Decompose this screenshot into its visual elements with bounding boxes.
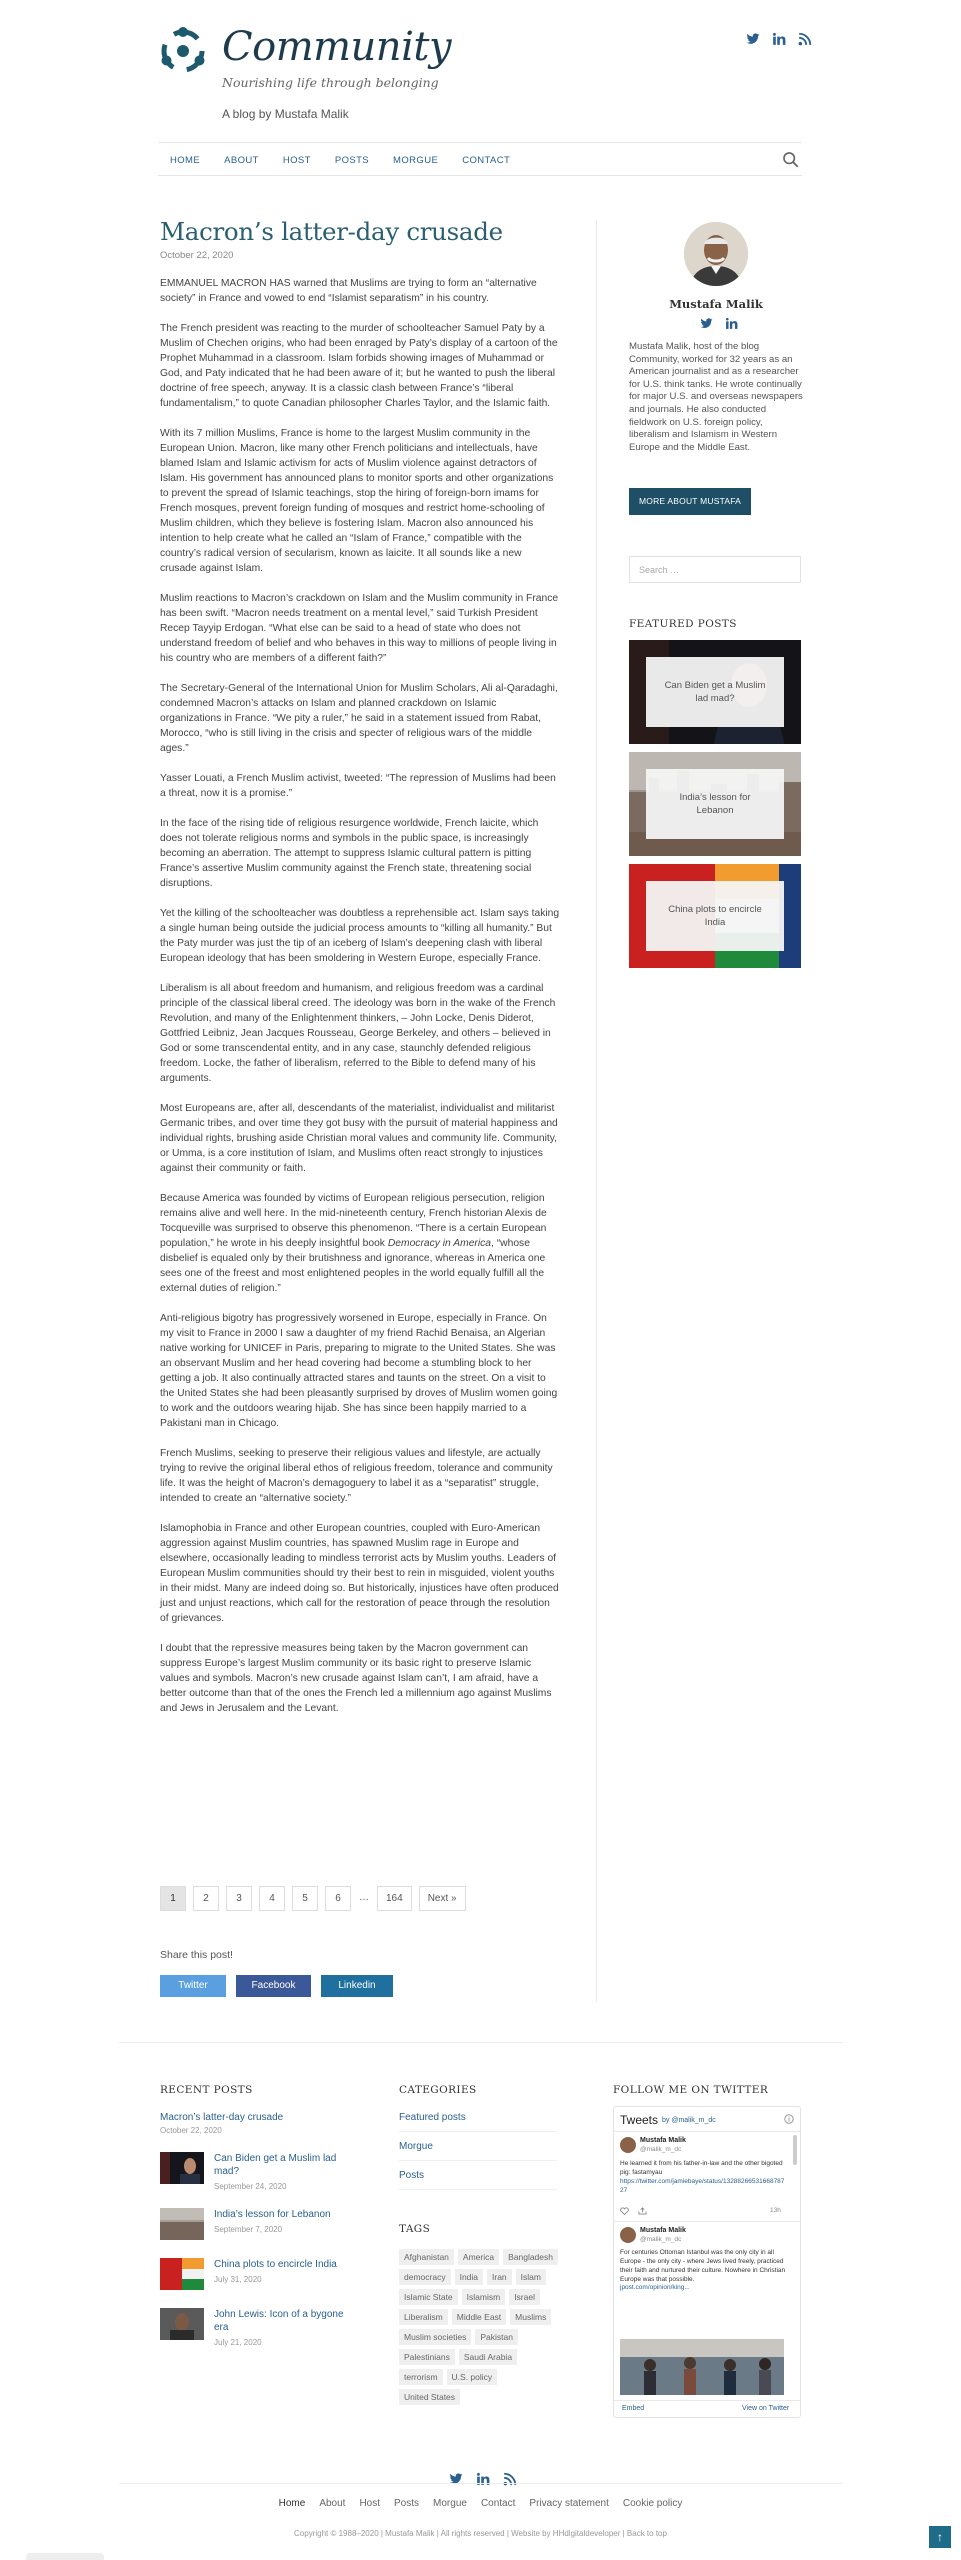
tweet-handle[interactable]: @malik_m_dc (640, 2146, 682, 2153)
tag-link[interactable]: Liberalism (399, 2309, 448, 2325)
category-link[interactable]: Featured posts (399, 2112, 557, 2132)
tweet-avatar[interactable] (620, 2227, 636, 2243)
header-social (746, 32, 812, 48)
recent-post-item[interactable] (160, 2308, 350, 2348)
featured-post-card[interactable] (629, 640, 801, 744)
recent-post-date: October 22, 2020 (160, 2126, 222, 2135)
main-nav (158, 142, 802, 176)
site-byline: A blog by Mustafa Malik (222, 107, 349, 121)
featured-post-title[interactable]: China plots to encircle India (646, 881, 784, 951)
recent-post-date: September 7, 2020 (214, 2225, 283, 2234)
timeline-divider (614, 2221, 800, 2222)
tag-link[interactable]: India (455, 2269, 483, 2285)
nav-item-morgue[interactable]: MORGUE (393, 155, 439, 166)
cookie-settings-tab[interactable] (26, 2553, 104, 2560)
thumbnail-icon (160, 2152, 204, 2184)
tweet-handle[interactable]: @malik_m_dc (640, 2236, 682, 2243)
nav-item-about[interactable]: ABOUT (224, 155, 259, 166)
tag-link[interactable]: Israel (509, 2289, 540, 2305)
embed-link[interactable]: Embed (622, 2405, 645, 2412)
tweet-text: For centuries Ottoman Istanbul was the only city in all Europe - the only city - where Jews lived freely, practiced their faith and nurtured their culture. Nowhere in Christian Europe was that possible. (620, 2249, 786, 2283)
recent-post-date: July 31, 2020 (214, 2275, 262, 2284)
timeline-divider (614, 2131, 800, 2132)
site-logo-icon[interactable] (158, 26, 208, 76)
paragraph: Liberalism is all about freedom and humanism, and religious freedom was a cardinal principle of the classical liberal creed. The ideology was born in the wake of the French Revolution, and many of the Enlightenment thinkers, – John Locke, Denis Diderot, Gottfried Leibniz, Jean Jacques Rousseau, George Berkeley, and others – believed in God or some transcendental entity, and in any case, staunchly defended religious freedom. Locke, the father of liberalism, referred to the Bible to defend many of his arguments. (160, 983, 556, 1084)
more-about-button[interactable]: MORE ABOUT MUSTAFA (629, 488, 751, 515)
recent-posts-heading: RECENT POSTS (160, 2084, 253, 2096)
page-link-3[interactable]: 3 (226, 1886, 252, 1911)
tag-link[interactable]: Middle East (452, 2309, 506, 2325)
twitter-icon[interactable] (746, 32, 760, 46)
view-on-twitter-link[interactable]: View on Twitter (742, 2405, 790, 2412)
tweet-avatar[interactable] (620, 2137, 636, 2153)
back-to-top-button[interactable]: ↑ (929, 2526, 951, 2548)
thumbnail-icon (160, 2208, 204, 2240)
featured-post-title[interactable]: India’s lesson for Lebanon (646, 769, 784, 839)
recent-post-link[interactable]: Macron’s latter-day crusade (160, 2112, 284, 2123)
paragraph: Yet the killing of the schoolteacher was doubtless a reprehensible act. Islam says taking a single human being outside the judicial process amounts to “killing all humanity.” But the Paty murder was just the tip of an iceberg of Islam’s deepening clash with liberal European ideology that has been smoldering in Western Europe, especially France. (160, 908, 560, 964)
nav-item-home[interactable]: HOME (170, 155, 201, 166)
featured-post-card[interactable] (629, 864, 801, 968)
page-link-4[interactable]: 4 (259, 1886, 285, 1911)
category-link[interactable]: Posts (399, 2170, 557, 2190)
tweet-author[interactable]: Mustafa Malik (640, 2227, 686, 2234)
recent-post-title[interactable]: Can Biden get a Muslim lad mad? (214, 2153, 337, 2177)
footer-nav-host[interactable]: Host (359, 2498, 381, 2509)
nav-item-host[interactable]: HOST (282, 155, 311, 166)
rss-icon[interactable] (798, 32, 812, 46)
recent-post-title[interactable]: China plots to encircle India (214, 2259, 337, 2270)
search-icon[interactable] (782, 151, 800, 169)
paragraph: EMMANUEL MACRON HAS warned that Muslims are trying to form an “alternative society” in France and vowed to end “Islamist separatism” in his country. (160, 278, 537, 304)
share-icon[interactable] (638, 2207, 647, 2215)
twitter-timeline (613, 2106, 801, 2418)
share-facebook-button[interactable]: Facebook (236, 1975, 311, 1997)
recent-post-title[interactable]: John Lewis: Icon of a bygone era (214, 2309, 344, 2333)
author-social (700, 317, 738, 330)
recent-post-item[interactable] (160, 2152, 350, 2192)
tag-link[interactable]: terrorism (399, 2369, 443, 2385)
paragraph-text: Because America was founded by victims of European religious persecution, religion remains alive and well here. In the mid-nineteenth century, French historian Alexis de Tocqueville was surprised to observe this phenomenon. “There is a certain European population,” he wrote in his deeply insightful book (160, 1193, 547, 1249)
recent-post-date: September 24, 2020 (214, 2182, 287, 2191)
site-title[interactable]: Community (222, 24, 452, 70)
footer-nav-about[interactable]: About (319, 2498, 346, 2509)
tag-link[interactable]: Saudi Arabia (459, 2349, 517, 2365)
tag-link[interactable]: United States (399, 2389, 460, 2405)
recent-post-date: July 21, 2020 (214, 2338, 262, 2347)
tag-link[interactable]: Muslim societies (399, 2329, 471, 2345)
tweet-time[interactable]: 13h (770, 2207, 781, 2214)
tweet-link[interactable]: https://twitter.com/jamiebaye/status/1328826653166878727 (620, 2178, 785, 2194)
next-page-link[interactable]: Next » (419, 1886, 466, 1911)
paragraph: In the face of the rising tide of religious resurgence worldwide, French laicite, which does not tolerate religious norms and symbols in the public space, is increasingly becoming an aberration. The attempt to suppress Islamic cultural pattern is pitting France’s assertive Muslim community against the French state, threatening social disruptions. (160, 818, 539, 889)
pagination (160, 1886, 466, 1911)
recent-post-title[interactable]: India’s lesson for Lebanon (214, 2209, 331, 2220)
paragraph: Muslim reactions to Macron’s crackdown on Islam and the Muslim community in France has been swift. “Macron needs treatment on a mental level,” said Turkish President Recep Tayyip Erdogan. “What else can be said to a head of state who does not understand freedom of belief and who behaves in this way to millions of people living in his country who are members of a different faith?” (160, 593, 559, 664)
footer-divider (119, 2042, 843, 2043)
paragraph: Most Europeans are, after all, descendants of the materialist, individualist and militarist Germanic tribes, and over time they got busy with the pursuit of material happiness and individual rights, brushing aside Christian moral values and community life. Community, or Umma, is a core institution of Islam, and Muslims often react strongly to injustices against their community or faith. (160, 1103, 558, 1174)
tag-link[interactable]: Afghanistan (399, 2249, 454, 2265)
share-twitter-button[interactable]: Twitter (160, 1975, 226, 1997)
tag-link[interactable]: Pakistan (475, 2329, 518, 2345)
footer-nav-cookie[interactable]: Cookie policy (622, 2498, 683, 2509)
paragraph: Anti-religious bigotry has progressively worsened in Europe, especially in France. On my visit to France in 2000 I saw a daughter of my friend Rachid Benaisa, an Algerian native working for UNICEF in Paris, preparing to migrate to the United States. She was an observant Muslim and her head covering had become a stumbling block to her getting a job. It also continually attracted stares and taunts on the street. On a visit to the United States she had been pleasantly surprised by droves of Muslim women going to work and the outdoors wearing hijab. She has since been happily married to a Pakistani man in Chicago. (160, 1313, 558, 1429)
recent-post-item[interactable] (160, 2258, 350, 2298)
page-link-5[interactable]: 5 (292, 1886, 318, 1911)
column-divider (596, 220, 597, 2002)
tag-link[interactable]: Palestinians (399, 2349, 455, 2365)
recent-post-thumb (160, 2308, 204, 2340)
info-icon[interactable] (784, 2114, 794, 2124)
featured-heading: FEATURED POSTS (629, 618, 737, 630)
tag-link[interactable]: Islam (516, 2269, 546, 2285)
tweet-image-icon[interactable] (620, 2339, 784, 2395)
featured-post-title[interactable]: Can Biden get a Muslim lad mad? (646, 657, 784, 727)
tag-link[interactable]: Islamism (462, 2289, 506, 2305)
thumbnail-icon (160, 2308, 204, 2340)
author-name: Mustafa Malik (669, 297, 763, 311)
recent-post-thumb (160, 2152, 204, 2184)
post-date: October 22, 2020 (160, 250, 234, 261)
tag-link[interactable]: Bangladesh (503, 2249, 558, 2265)
author-avatar (684, 222, 748, 286)
page-ellipsis: … (358, 1886, 370, 1911)
tweets-title: Tweets (620, 2113, 659, 2127)
paragraph: Islamophobia in France and other European countries, coupled with Euro-American aggression against Muslim countries, has spawned Muslim rage in Europe and elsewhere, occasionally leading to mindless terrorist acts by Muslim youths. Leaders of European Muslim communities should try their best to rein in misguided, violent youths in their midst. Many are indeed doing so. But historically, injustices have often produced just and unjust reactions, which call for the restoration of peace through the resolution of grievances. (160, 1523, 559, 1624)
tag-link[interactable]: Iran (487, 2269, 512, 2285)
paragraph: I doubt that the repressive measures being taken by the Macron government can suppress Europe’s largest Muslim community or its basic right to preserve Islamic values and symbols. Macron’s new crusade against Islam can’t, I am afraid, have a better outcome than that of the ones the French led a millennium ago against Muslims and Jews in Jerusalem and the Levant. (160, 1643, 552, 1714)
paragraph: Yasser Louati, a French Muslim activist, tweeted: “The repression of Muslims had been a threat, now it is a promise.” (160, 773, 556, 799)
site-tagline: Nourishing life through belonging (222, 75, 439, 90)
linkedin-icon[interactable] (772, 32, 786, 46)
share-linkedin-button[interactable]: Linkedin (321, 1975, 393, 1997)
footer-nav-morgue[interactable]: Morgue (433, 2498, 467, 2509)
page-link-2[interactable]: 2 (193, 1886, 219, 1911)
tag-link[interactable]: Muslims (510, 2309, 551, 2325)
author-bio: Mustafa Malik, host of the blog Community, worked for 32 years as an American journalist and as a researcher for U.S. think tanks. He wrote continually for major U.S. and overseas newspapers and journals. He also conducted fieldwork on U.S. foreign policy, liberalism and Islamism in Western Europe and the Middle East. (629, 341, 803, 453)
tweet-author[interactable]: Mustafa Malik (640, 2137, 686, 2144)
author-photo-icon (684, 222, 748, 286)
tag-link[interactable]: U.S. policy (447, 2369, 498, 2385)
nav-item-posts[interactable]: POSTS (334, 155, 370, 166)
footer-nav-home[interactable]: Home (278, 2498, 306, 2509)
category-link[interactable]: Morgue (399, 2141, 557, 2161)
paragraph: With its 7 million Muslims, France is home to the largest Muslim community in the European Union. Macron, like many other French politicians and intellectuals, have blamed Islam and Islamic activism for acts of Muslim violence against detractors of Islam. His government has announced plans to monitor sports and other organizations to prevent the spread of Islamic teachings, stop the hiring of foreign-born imams for French mosques, prevent foreign funding of mosques and restrict home-schooling of Muslim children, which they believe is fostering Islam. Macron also announced his intention to help create what he called an “Islam of France,” compatible with the country’s radical version of secularism, known as laicite. It all sounds like a new crusade against Islam. (160, 428, 554, 574)
page-link-6[interactable]: 6 (325, 1886, 351, 1911)
tag-link[interactable]: America (458, 2249, 499, 2265)
post-title: Macron’s latter-day crusade (160, 217, 503, 246)
tweet-text: He learned it from his father-in-law and the other bigoted pig: fastamyau (620, 2160, 783, 2176)
share-label: Share this post! (160, 1949, 233, 1961)
paragraph: The Secretary-General of the International Union for Muslim Scholars, Ali al-Qaradaghi, condemned Macron’s attacks on Islam and planned crackdown on Islamic organizations in France. “We pity a ruler,” he said in a statement issued from Rabat, Morocco, “who is still living in the crisis and specter of religious wars of the middle ages.” (160, 683, 558, 754)
tags-heading: TAGS (399, 2223, 431, 2235)
footer-nav-contact[interactable]: Contact (480, 2498, 516, 2509)
copyright: Copyright © 1988–2020 | Mustafa Malik | All rights reserved | Website by HHdigitaldeveloper | Back to top (294, 2529, 667, 2538)
linkedin-icon[interactable] (725, 317, 738, 330)
twitter-icon[interactable] (700, 317, 713, 330)
page-link-1[interactable]: 1 (160, 1886, 186, 1911)
timeline-divider (614, 2400, 800, 2401)
recent-post-item[interactable] (160, 2208, 350, 2248)
categories-heading: CATEGORIES (399, 2084, 477, 2096)
thumbnail-icon (160, 2258, 204, 2290)
tag-link[interactable]: democracy (399, 2269, 451, 2285)
footer-nav (0, 2498, 961, 2509)
paragraph (160, 1191, 560, 1296)
tweet-link[interactable]: jpost.com/opinion/king... (620, 2284, 690, 2291)
featured-post-card[interactable] (629, 752, 801, 856)
twitter-heading: FOLLOW ME ON TWITTER (613, 2084, 769, 2096)
tag-link[interactable]: Islamic State (399, 2289, 458, 2305)
footer-nav-privacy[interactable]: Privacy statement (529, 2498, 609, 2509)
book-title: Democracy in America (387, 1238, 492, 1249)
paragraph: The French president was reacting to the murder of schoolteacher Samuel Paty by a Muslim of Chechen origins, who had been enraged by Paty’s display of a cartoon of the Prophet Muhammad in a classroom. Islam forbids showing images of Muhammad or God, and Paty indicated that he had been aware of it; but he wanted to push the liberal doctrine of free speech, anyway. It is a classic clash between France’s “liberal fundamentalism,” to quote Canadian philosopher Charles Taylor, and the Islamic faith. (160, 323, 558, 409)
tweets-by[interactable]: by @malik_m_dc (662, 2117, 716, 2124)
search-input[interactable]: Search … (629, 556, 801, 583)
share-buttons (160, 1975, 393, 1997)
page-link-last[interactable]: 164 (377, 1886, 412, 1911)
recent-post-thumb (160, 2258, 204, 2290)
timeline-scrollbar[interactable] (793, 2135, 797, 2165)
heart-icon[interactable] (620, 2207, 629, 2215)
tag-cloud (399, 2249, 559, 2405)
footer-divider (119, 2483, 843, 2484)
paragraph-text: , “whose disbelief is equaled only by their brutishness and ignorance, whereas in America one sees one of the freest and most enlightened peoples in the world equally fulfill all the external duties of religion.” (160, 1238, 546, 1294)
footer-nav-posts[interactable]: Posts (394, 2498, 420, 2509)
paragraph: French Muslims, seeking to preserve their religious values and lifestyle, are actually trying to revive the original liberal ethos of religious freedom, tolerance and community life. It was the height of Macron’s demagoguery to label it as a “separatist” struggle, intended to create an “alternative society.” (160, 1448, 553, 1504)
post-body (160, 276, 560, 1731)
recent-post-thumb (160, 2208, 204, 2240)
nav-item-contact[interactable]: CONTACT (462, 155, 511, 166)
